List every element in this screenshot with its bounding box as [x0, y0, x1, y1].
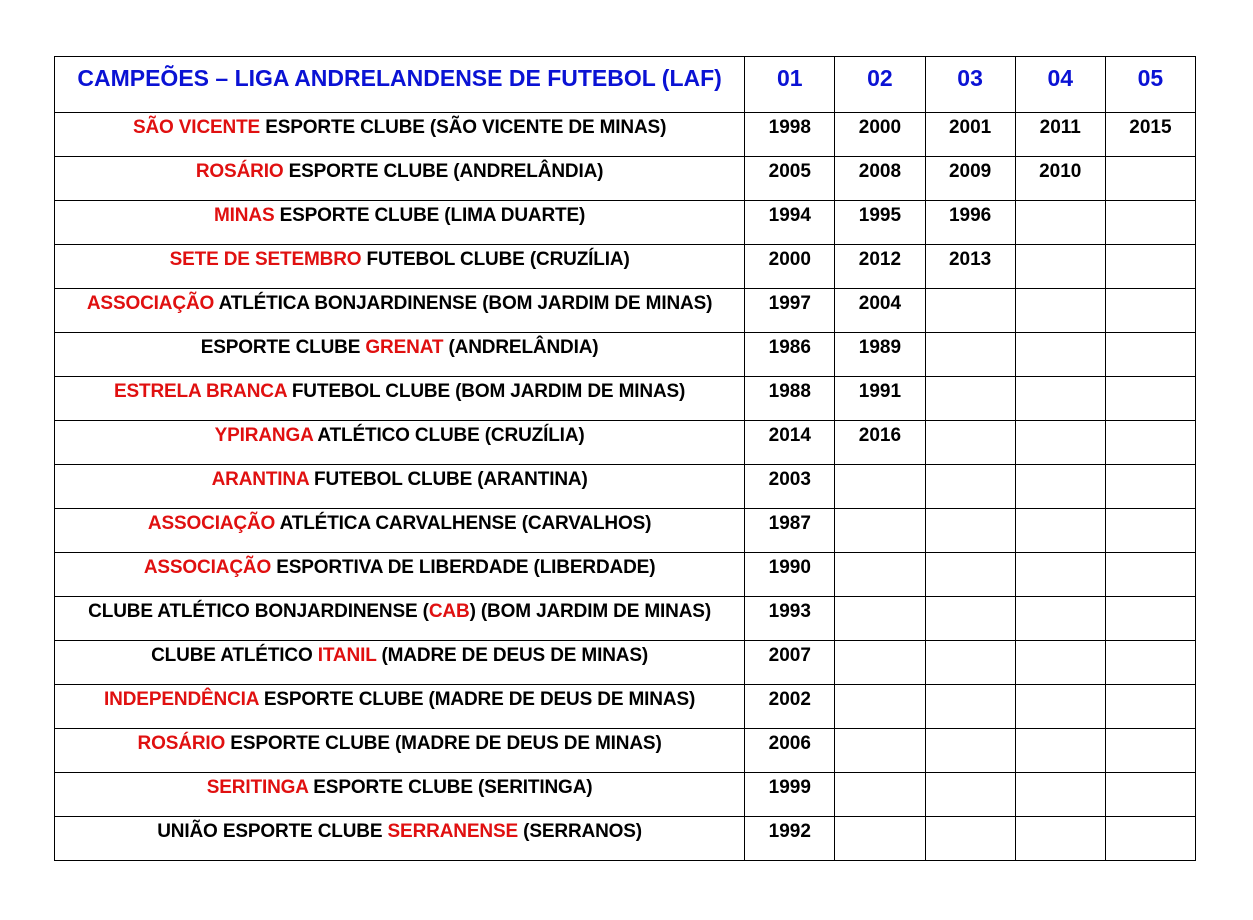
title-year-cell — [925, 817, 1015, 861]
title-year-cell — [925, 553, 1015, 597]
club-name-suffix: FUTEBOL CLUBE (ARANTINA) — [308, 469, 588, 490]
table-row — [55, 773, 1196, 817]
club-name-cell — [55, 553, 745, 597]
table-row — [55, 245, 1196, 289]
club-name-suffix: ATLÉTICA BONJARDINENSE (BOM JARDIM DE MINAS) — [214, 293, 713, 314]
club-name-suffix: ) (BOM JARDIM DE MINAS) — [469, 601, 712, 622]
title-year-cell: 1995 — [835, 201, 925, 245]
title-year-cell — [835, 641, 925, 685]
club-name-highlight: ROSÁRIO — [137, 733, 226, 754]
title-year-cell: 1996 — [925, 201, 1015, 245]
table-row — [55, 553, 1196, 597]
title-year-cell: 1990 — [745, 553, 835, 597]
title-year-cell — [1105, 465, 1195, 509]
table-row — [55, 377, 1196, 421]
title-year-cell: 1987 — [745, 509, 835, 553]
title-year-cell — [835, 773, 925, 817]
club-name-cell — [55, 333, 745, 377]
title-year-cell — [835, 553, 925, 597]
title-year-cell: 1993 — [745, 597, 835, 641]
champions-table — [54, 56, 1196, 861]
club-name-cell — [55, 509, 745, 553]
club-name-cell — [55, 685, 745, 729]
club-name-highlight: ROSÁRIO — [195, 161, 284, 182]
title-year-cell — [1015, 245, 1105, 289]
table-row — [55, 685, 1196, 729]
title-year-cell: 1999 — [745, 773, 835, 817]
title-year-cell: 1991 — [835, 377, 925, 421]
club-name-suffix: ESPORTE CLUBE (SERITINGA) — [308, 777, 593, 798]
club-name-suffix: ESPORTE CLUBE (MADRE DE DEUS DE MINAS) — [225, 733, 662, 754]
title-year-cell — [1105, 421, 1195, 465]
club-name-cell — [55, 421, 745, 465]
title-year-cell — [925, 465, 1015, 509]
title-year-cell: 1986 — [745, 333, 835, 377]
club-name-suffix: ATLÉTICA CARVALHENSE (CARVALHOS) — [275, 513, 652, 534]
title-year-cell — [1105, 817, 1195, 861]
title-year-cell — [925, 377, 1015, 421]
title-year-cell — [1015, 421, 1105, 465]
club-name-suffix: (ANDRELÂNDIA) — [443, 337, 599, 358]
title-year-cell: 2009 — [925, 157, 1015, 201]
club-name-cell — [55, 201, 745, 245]
club-name-highlight: CAB — [428, 601, 470, 622]
club-name-cell — [55, 465, 745, 509]
club-name-cell — [55, 729, 745, 773]
title-year-cell: 2000 — [835, 113, 925, 157]
table-row — [55, 729, 1196, 773]
title-year-cell — [925, 289, 1015, 333]
club-name-highlight: SETE DE SETEMBRO — [169, 249, 362, 270]
club-name-suffix: ESPORTE CLUBE (MADRE DE DEUS DE MINAS) — [258, 689, 696, 710]
column-header-02: 02 — [835, 57, 925, 113]
title-year-cell — [835, 509, 925, 553]
club-name-cell — [55, 377, 745, 421]
club-name-prefix: UNIÃO ESPORTE CLUBE — [157, 821, 388, 842]
title-year-cell: 2011 — [1015, 113, 1105, 157]
table-row — [55, 289, 1196, 333]
club-name-cell — [55, 113, 745, 157]
title-year-cell — [1015, 289, 1105, 333]
club-name-highlight: YPIRANGA — [214, 425, 313, 446]
club-name-cell — [55, 289, 745, 333]
title-year-cell — [1105, 289, 1195, 333]
club-name-highlight: ASSOCIAÇÃO — [143, 557, 272, 578]
club-name-prefix: CLUBE ATLÉTICO BONJARDINENSE ( — [88, 601, 429, 622]
table-row — [55, 509, 1196, 553]
table-title: CAMPEÕES – LIGA ANDRELANDENSE DE FUTEBOL (LAF) — [55, 57, 745, 113]
title-year-cell — [925, 685, 1015, 729]
column-header-05: 05 — [1105, 57, 1195, 113]
club-name-cell — [55, 773, 745, 817]
club-name-highlight: ESTRELA BRANCA — [113, 381, 287, 402]
column-header-01: 01 — [745, 57, 835, 113]
column-header-03: 03 — [925, 57, 1015, 113]
title-year-cell — [1105, 201, 1195, 245]
title-year-cell: 1989 — [835, 333, 925, 377]
title-year-cell: 2016 — [835, 421, 925, 465]
club-name-suffix: ATLÉTICO CLUBE (CRUZÍLIA) — [313, 425, 585, 446]
title-year-cell — [1105, 729, 1195, 773]
title-year-cell — [1105, 641, 1195, 685]
club-name-highlight: MINAS — [214, 205, 275, 226]
title-year-cell — [835, 729, 925, 773]
title-year-cell: 2006 — [745, 729, 835, 773]
table-row — [55, 597, 1196, 641]
title-year-cell — [925, 333, 1015, 377]
title-year-cell: 1992 — [745, 817, 835, 861]
title-year-cell: 2010 — [1015, 157, 1105, 201]
title-year-cell — [925, 421, 1015, 465]
table-row — [55, 113, 1196, 157]
title-year-cell: 2008 — [835, 157, 925, 201]
title-year-cell — [925, 641, 1015, 685]
title-year-cell — [1015, 729, 1105, 773]
title-year-cell: 2014 — [745, 421, 835, 465]
title-year-cell: 2001 — [925, 113, 1015, 157]
title-year-cell: 2012 — [835, 245, 925, 289]
club-name-highlight: ASSOCIAÇÃO — [86, 293, 215, 314]
title-year-cell — [1015, 817, 1105, 861]
title-year-cell — [835, 597, 925, 641]
club-name-cell — [55, 597, 745, 641]
club-name-suffix: FUTEBOL CLUBE (CRUZÍLIA) — [361, 249, 630, 270]
title-year-cell — [1015, 641, 1105, 685]
title-year-cell — [835, 685, 925, 729]
club-name-highlight: SERITINGA — [206, 777, 309, 798]
club-name-highlight: GRENAT — [365, 337, 444, 358]
title-year-cell: 2007 — [745, 641, 835, 685]
club-name-suffix: ESPORTIVA DE LIBERDADE (LIBERDADE) — [271, 557, 656, 578]
table-row — [55, 157, 1196, 201]
club-name-highlight: ASSOCIAÇÃO — [147, 513, 276, 534]
title-year-cell — [1015, 509, 1105, 553]
title-year-cell — [1105, 597, 1195, 641]
club-name-prefix: CLUBE ATLÉTICO — [151, 645, 318, 666]
club-name-cell — [55, 157, 745, 201]
title-year-cell — [1105, 245, 1195, 289]
club-name-highlight: ITANIL — [317, 645, 377, 666]
club-name-cell — [55, 245, 745, 289]
title-year-cell — [1015, 333, 1105, 377]
table-row — [55, 333, 1196, 377]
table-row — [55, 817, 1196, 861]
title-year-cell — [1105, 685, 1195, 729]
table-body — [55, 113, 1196, 861]
title-year-cell — [1015, 553, 1105, 597]
table-row — [55, 201, 1196, 245]
title-year-cell — [835, 817, 925, 861]
title-year-cell: 1997 — [745, 289, 835, 333]
club-name-suffix: (MADRE DE DEUS DE MINAS) — [376, 645, 649, 666]
title-year-cell — [1105, 377, 1195, 421]
title-year-cell — [1015, 773, 1105, 817]
club-name-cell — [55, 817, 745, 861]
title-year-cell — [1015, 685, 1105, 729]
title-year-cell: 2004 — [835, 289, 925, 333]
title-year-cell — [1015, 597, 1105, 641]
title-year-cell: 2015 — [1105, 113, 1195, 157]
club-name-suffix: ESPORTE CLUBE (LIMA DUARTE) — [274, 205, 586, 226]
club-name-highlight: INDEPENDÊNCIA — [104, 689, 259, 710]
club-name-cell — [55, 641, 745, 685]
title-year-cell: 1994 — [745, 201, 835, 245]
title-year-cell — [925, 509, 1015, 553]
title-year-cell: 2003 — [745, 465, 835, 509]
title-year-cell — [1105, 333, 1195, 377]
title-year-cell: 2005 — [745, 157, 835, 201]
title-year-cell: 1998 — [745, 113, 835, 157]
table-row — [55, 421, 1196, 465]
title-year-cell — [835, 465, 925, 509]
title-year-cell — [1105, 157, 1195, 201]
title-year-cell — [925, 597, 1015, 641]
club-name-suffix: ESPORTE CLUBE (ANDRELÂNDIA) — [283, 161, 604, 182]
club-name-prefix: ESPORTE CLUBE — [200, 337, 366, 358]
title-year-cell — [925, 729, 1015, 773]
club-name-suffix: ESPORTE CLUBE (SÃO VICENTE DE MINAS) — [260, 117, 667, 138]
title-year-cell — [1015, 377, 1105, 421]
title-year-cell: 1988 — [745, 377, 835, 421]
header-row — [55, 57, 1196, 113]
club-name-highlight: SÃO VICENTE — [132, 117, 261, 138]
column-header-04: 04 — [1015, 57, 1105, 113]
club-name-highlight: ARANTINA — [211, 469, 309, 490]
title-year-cell — [1105, 509, 1195, 553]
table-row — [55, 641, 1196, 685]
club-name-highlight: SERRANENSE — [387, 821, 519, 842]
club-name-suffix: FUTEBOL CLUBE (BOM JARDIM DE MINAS) — [286, 381, 686, 402]
club-name-suffix: (SERRANOS) — [518, 821, 642, 842]
title-year-cell — [1105, 553, 1195, 597]
table-row — [55, 465, 1196, 509]
title-year-cell — [1105, 773, 1195, 817]
title-year-cell — [1015, 201, 1105, 245]
title-year-cell: 2000 — [745, 245, 835, 289]
title-year-cell — [925, 773, 1015, 817]
title-year-cell: 2002 — [745, 685, 835, 729]
title-year-cell: 2013 — [925, 245, 1015, 289]
title-year-cell — [1015, 465, 1105, 509]
